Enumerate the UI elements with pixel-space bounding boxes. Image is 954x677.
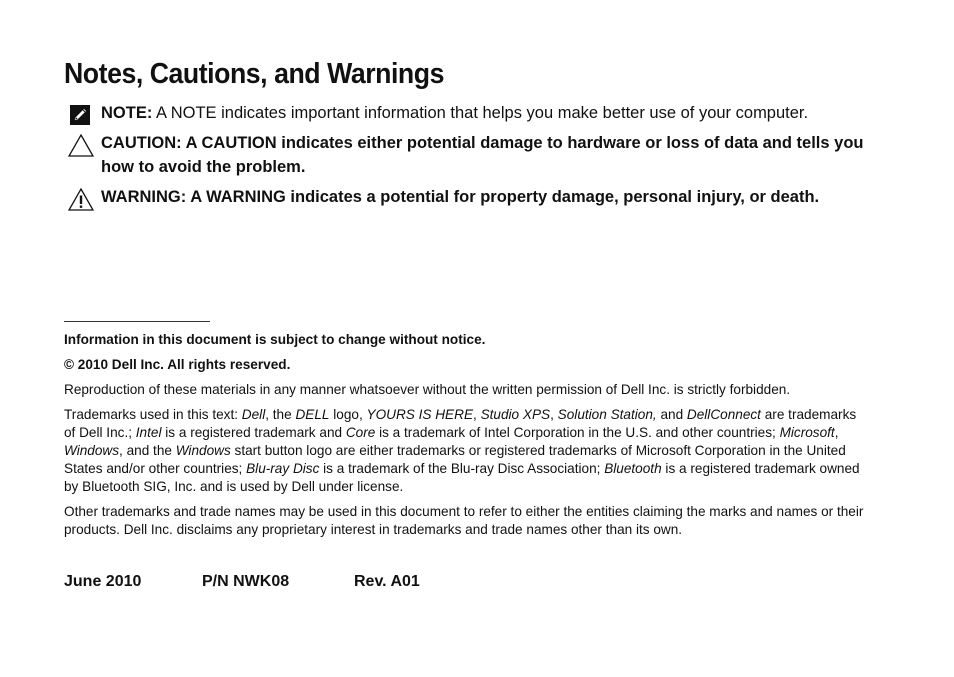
footnote-divider xyxy=(64,321,210,322)
note-icon xyxy=(68,103,94,127)
trademark-text: are trademarks of Dell Inc.; xyxy=(64,407,857,440)
caution-icon xyxy=(68,133,94,157)
page-title: Notes, Cautions, and Warnings xyxy=(64,58,444,90)
reproduction-notice: Reproduction of these materials in any manner whatsoever without the written permission of Dell Inc. is strictly forbidden. xyxy=(64,382,791,397)
note-text: A NOTE indicates important information that helps you make better use of your computer. xyxy=(152,104,809,122)
trademark-name: Studio XPS xyxy=(480,407,551,422)
other-trademarks-notice: Other trademarks and trade names may be used in this document to refer to either the entities claiming the marks and names or their products. Dell Inc. disclaims any proprietary interest in trademarks and trade names other than its own. xyxy=(64,504,864,537)
warning-text: WARNING: A WARNING indicates a potential for property damage, personal injury, or death. xyxy=(101,188,820,206)
caution-text: CAUTION: A CAUTION indicates either potential damage to hardware or loss of data and tells you how to avoid the problem. xyxy=(101,134,864,176)
change-notice: Information in this document is subject to change without notice. xyxy=(64,332,486,347)
note-label: NOTE: xyxy=(101,104,153,122)
trademark-text: Trademarks used in this text: xyxy=(64,407,242,422)
trademark-text: , xyxy=(834,425,839,440)
copyright-notice: © 2010 Dell Inc. All rights reserved. xyxy=(64,357,291,372)
trademark-text: logo, xyxy=(329,407,367,422)
trademark-name: Core xyxy=(345,425,376,440)
trademarks-notice xyxy=(64,406,864,496)
trademark-name: Blu-ray Disc xyxy=(246,461,320,476)
trademark-text: , the xyxy=(265,407,296,422)
trademark-text: start button logo are either trademarks or registered trademarks of Microsoft Corporation in the United States and/or other countries; xyxy=(64,443,846,476)
trademark-name: DELL xyxy=(295,407,330,422)
trademark-text: is a trademark of Intel Corporation in the U.S. and other countries; xyxy=(375,425,780,440)
revision: Rev. A01 xyxy=(354,573,420,590)
trademark-text: is a registered trademark and xyxy=(161,425,346,440)
trademark-text: is a registered trademark owned by Bluetooth SIG, Inc. and is used by Dell under license. xyxy=(64,461,860,494)
trademark-text: , and the xyxy=(119,443,176,458)
trademark-name: Windows xyxy=(64,443,120,458)
document-footer xyxy=(64,573,420,591)
trademark-text: , xyxy=(473,407,481,422)
part-number: P/N NWK08 xyxy=(202,573,290,590)
note-block xyxy=(64,101,864,125)
trademark-name: Microsoft xyxy=(779,425,835,440)
trademark-name: DellConnect xyxy=(686,407,761,422)
trademark-name: Solution Station, xyxy=(557,407,657,422)
trademark-name: Bluetooth xyxy=(604,461,662,476)
document-page xyxy=(64,58,864,215)
caution-block xyxy=(64,131,864,179)
legal-notices xyxy=(64,331,864,546)
warning-icon xyxy=(68,187,94,211)
trademark-text: , xyxy=(550,407,558,422)
trademark-name: Windows xyxy=(175,443,231,458)
warning-block xyxy=(64,185,864,209)
trademark-text: and xyxy=(656,407,687,422)
publication-date: June 2010 xyxy=(64,573,142,590)
trademark-name: YOURS IS HERE xyxy=(366,407,474,422)
trademark-text: is a trademark of the Blu-ray Disc Association; xyxy=(319,461,605,476)
trademark-name: Intel xyxy=(135,425,162,440)
trademark-name: Dell xyxy=(241,407,266,422)
